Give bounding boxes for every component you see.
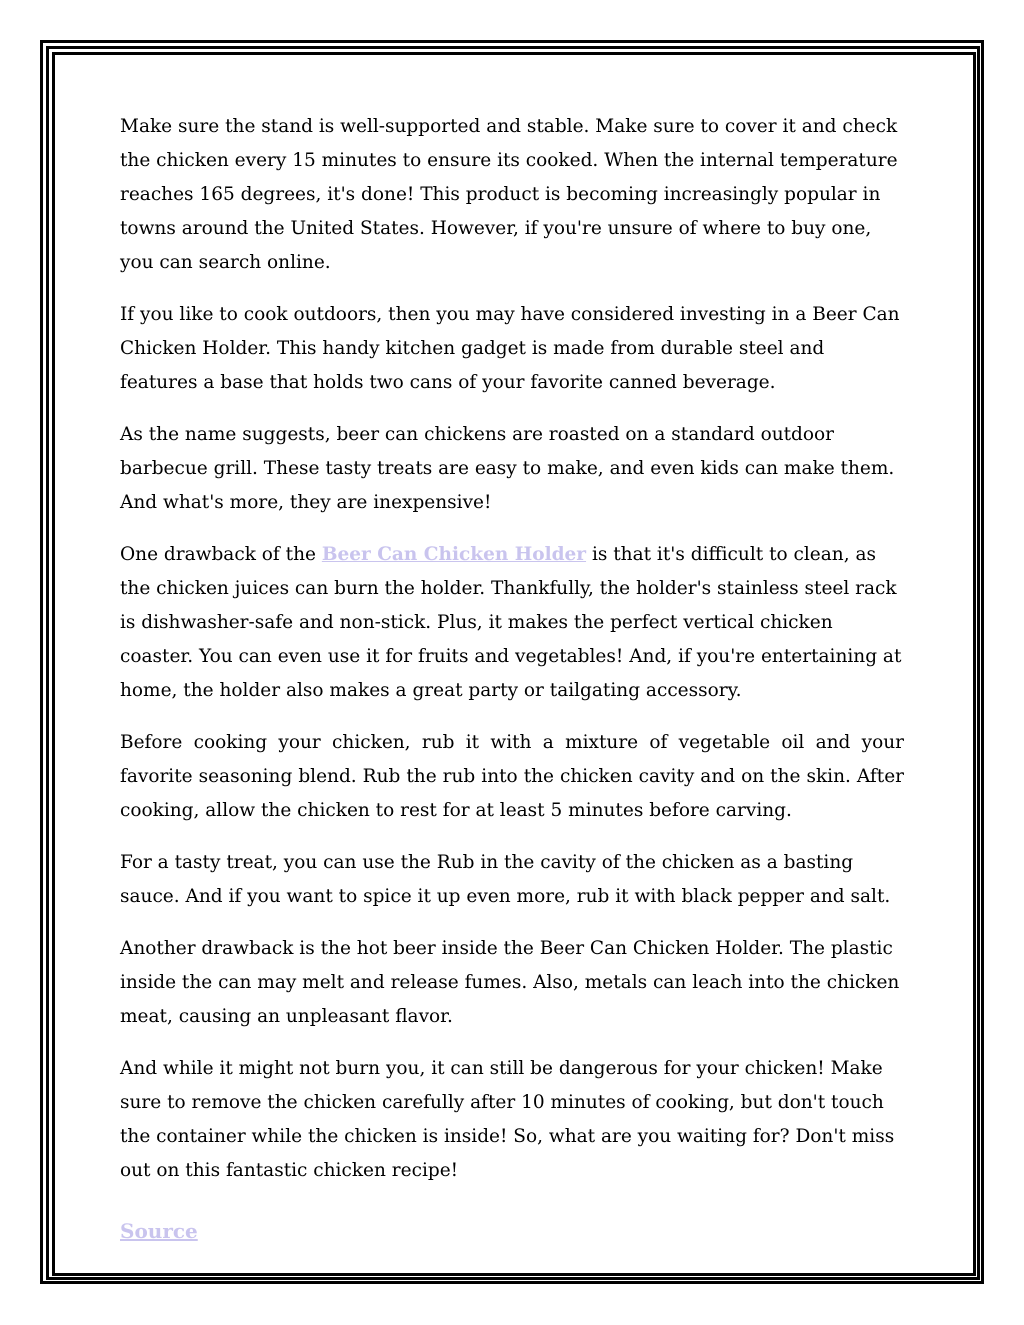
paragraph-8: And while it might not burn you, it can still be dangerous for your chicken! Make sure to remove the chicken carefully after 10 minutes of cooking, but don't touch the container while the chicken is inside! So, what are you waiting for? Don't miss out on this fantastic chicken recipe! xyxy=(120,1058,895,1181)
paragraph-4-text-after: is that it's difficult to clean, as the chicken juices can burn the holder. Thankfully, the holder's stainless steel rack is dishwasher-safe and non-stick. Plus, it makes the perfect vertical chicken coaster. You can even use it for fruits and vegetables! And, if you're entertaining at home, the holder also makes a great party or tailgating accessory. xyxy=(120,544,902,701)
paragraph-7: Another drawback is the hot beer inside the Beer Can Chicken Holder. The plastic inside the can may melt and release fumes. Also, metals can leach into the chicken meat, causing an unpleasant flavor. xyxy=(120,938,900,1027)
paragraph-3: As the name suggests, beer can chickens are roasted on a standard outdoor barbecue grill. These tasty treats are easy to make, and even kids can make them. And what's more, they are inexpensive! xyxy=(120,424,895,513)
paragraph-6: For a tasty treat, you can use the Rub in the cavity of the chicken as a basting sauce. And if you want to spice it up even more, rub it with black pepper and salt. xyxy=(120,852,891,907)
paragraph-1: Make sure the stand is well-supported and stable. Make sure to cover it and check the chicken every 15 minutes to ensure its cooked. When the internal temperature reaches 165 degrees, it's done! This product is becoming increasingly popular in towns around the United States. However, if you're unsure of where to buy one, you can search online. xyxy=(120,116,898,273)
paragraph-2: If you like to cook outdoors, then you may have considered investing in a Beer Can Chicken Holder. This handy kitchen gadget is made from durable steel and features a base that holds two cans of your favorite canned beverage. xyxy=(120,304,900,393)
paragraph-4-text-before: One drawback of the xyxy=(120,544,322,565)
beer-can-chicken-holder-link[interactable]: Beer Can Chicken Holder xyxy=(321,544,587,565)
paragraph-4 xyxy=(120,538,904,708)
source-link[interactable]: Source xyxy=(120,1219,198,1243)
paragraph-5: Before cooking your chicken, rub it with a mixture of vegetable oil and your favorite seasoning blend. Rub the rub into the chicken cavity and on the skin. After cooking, allow the chicken to rest for at least 5 minutes before carving. xyxy=(120,732,904,821)
article-body xyxy=(120,110,904,1250)
